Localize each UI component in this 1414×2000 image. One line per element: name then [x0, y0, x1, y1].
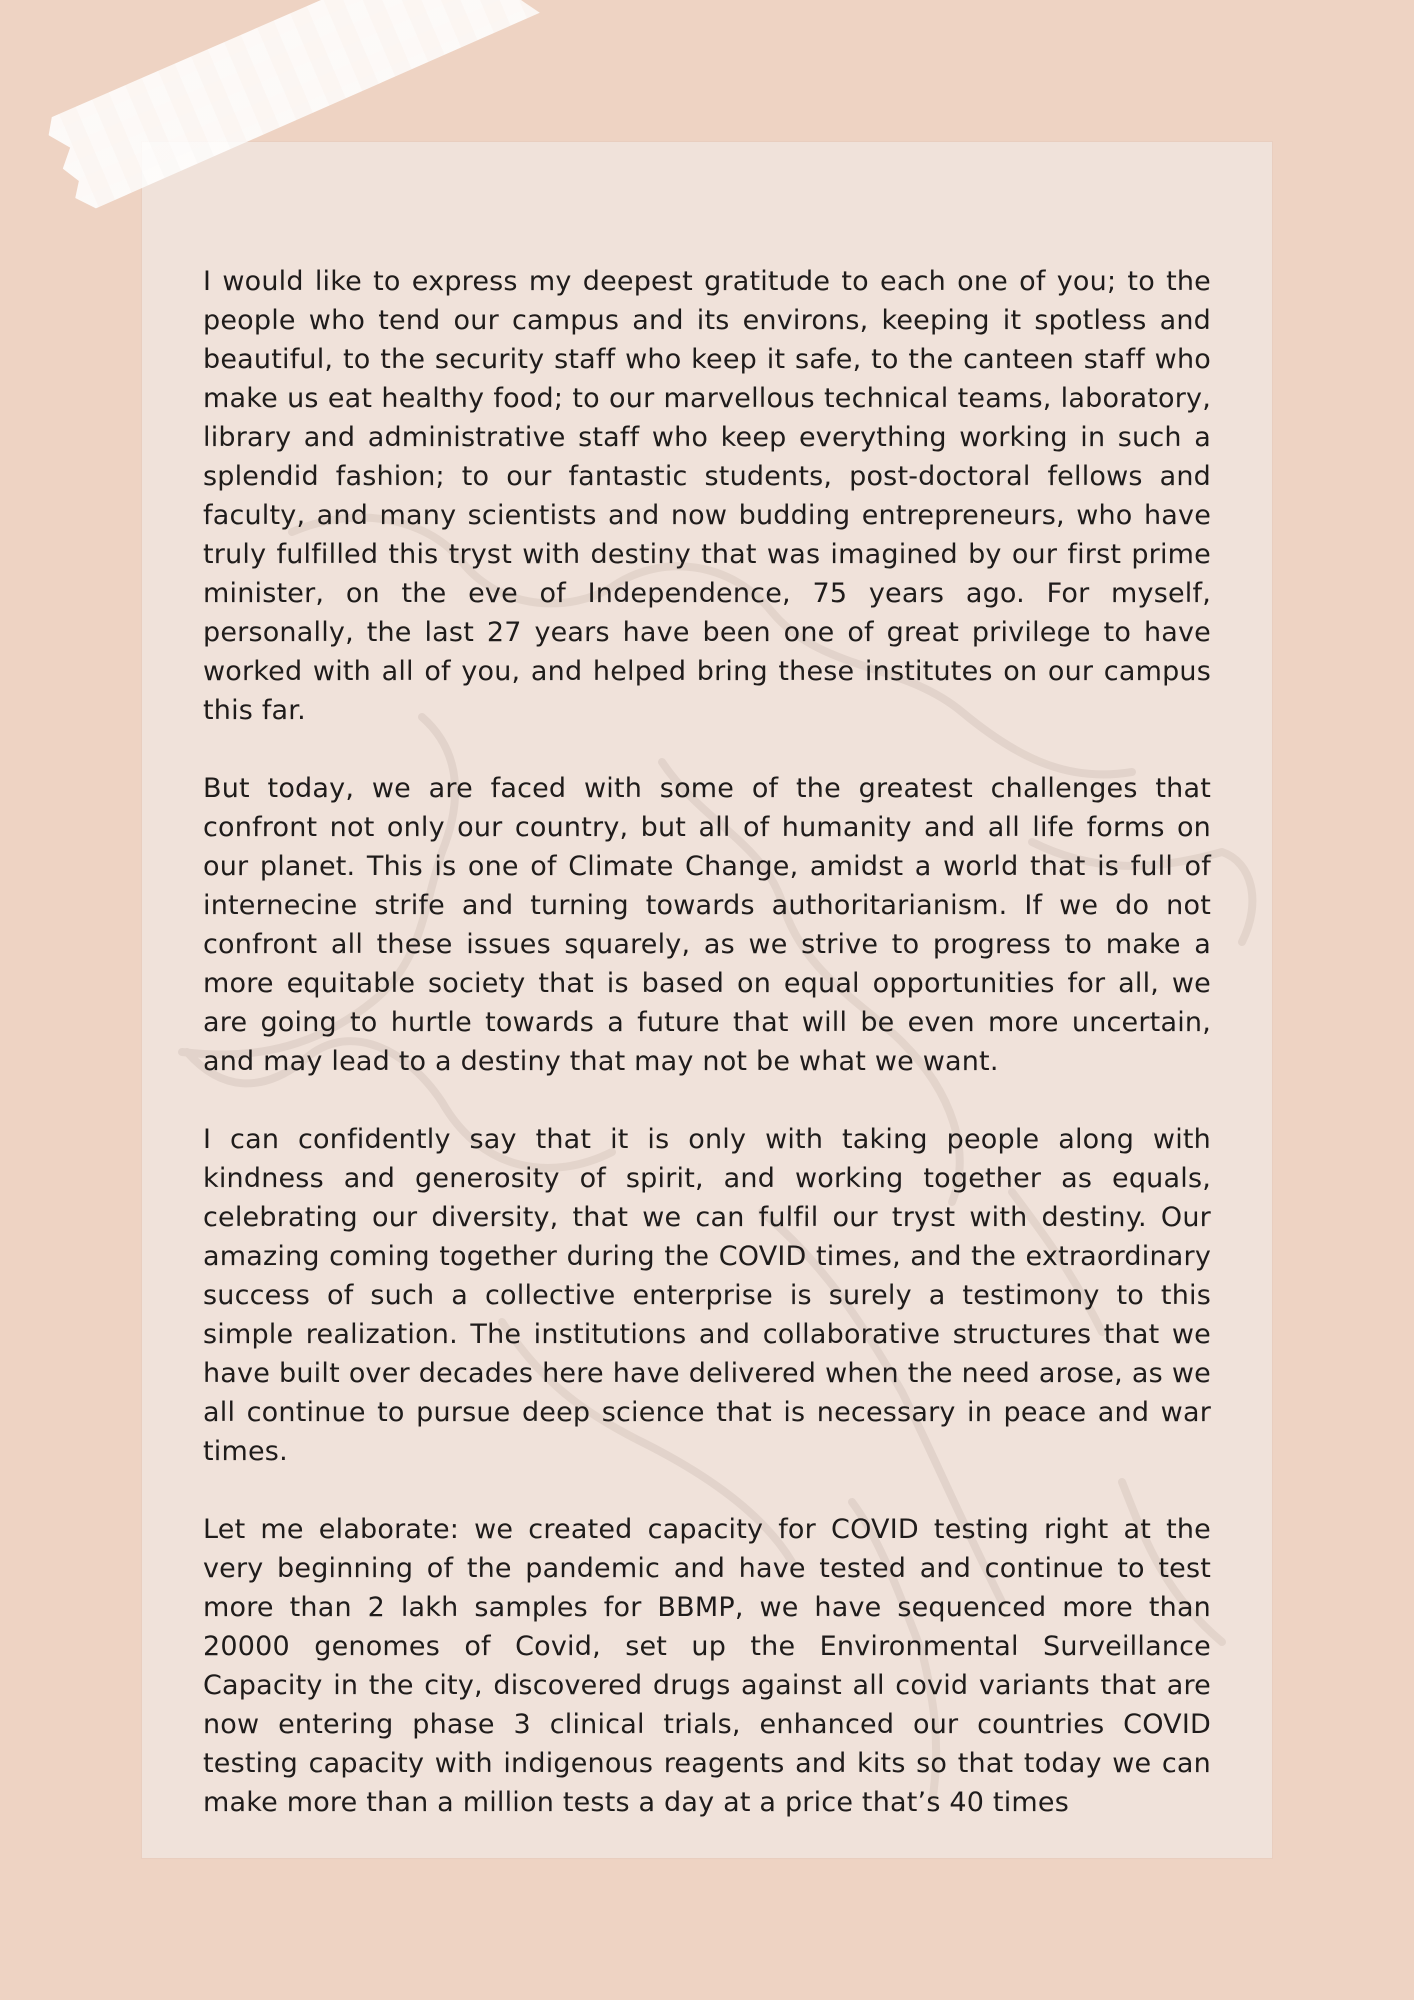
letter-text — [203, 262, 1211, 1822]
paragraph-3: I can confidently say that it is only with taking people along with kindness and generosity of spirit, and working together as equals, celebrating our diversity, that we can fulfil our tryst with destiny. Our amazing coming together during the COVID times, and the extraordinary success of such a collective enterprise is surely a testimony to this simple realization. The institutions and collaborative structures that we have built over decades here have delivered when the need arose, as we all continue to pursue deep science that is necessary in peace and war times. — [203, 1124, 1211, 1467]
paragraph-4: Let me elaborate: we created capacity for COVID testing right at the very beginning of the pandemic and have tested and continue to test more than 2 lakh samples for BBMP, we have sequenced more than 20000 genomes of Covid, set up the Environmental Surveillance Capacity in the city, discovered drugs against all covid variants that are now entering phase 3 clinical trials, enhanced our countries COVID testing capacity with indigenous reagents and kits so that today we can make more than a million tests a day at a price that’s 40 times — [203, 1514, 1211, 1818]
paragraph-1: I would like to express my deepest gratitude to each one of you; to the people who tend our campus and its environs, keeping it spotless and beautiful, to the security staff who keep it safe, to the canteen staff who make us eat healthy food; to our marvellous technical teams, laboratory, library and administrative staff who keep everything working in such a splendid fashion; to our fantastic students, post-doctoral fellows and faculty, and many scientists and now budding entrepreneurs, who have truly fulfilled this tryst with destiny that was imagined by our first prime minister, on the eve of Independence, 75 years ago. For myself, personally, the last 27 years have been one of great privilege to have worked with all of you, and helped bring these institutes on our campus this far. — [203, 266, 1211, 726]
paragraph-2: But today, we are faced with some of the greatest challenges that confront not only our country, but all of humanity and all life forms on our planet. This is one of Climate Change, amidst a world that is full of internecine strife and turning towards authoritarianism. If we do not confront all these issues squarely, as we strive to progress to make a more equitable society that is based on equal opportunities for all, we are going to hurtle towards a future that will be even more uncertain, and may lead to a destiny that may not be what we want. — [203, 773, 1211, 1077]
